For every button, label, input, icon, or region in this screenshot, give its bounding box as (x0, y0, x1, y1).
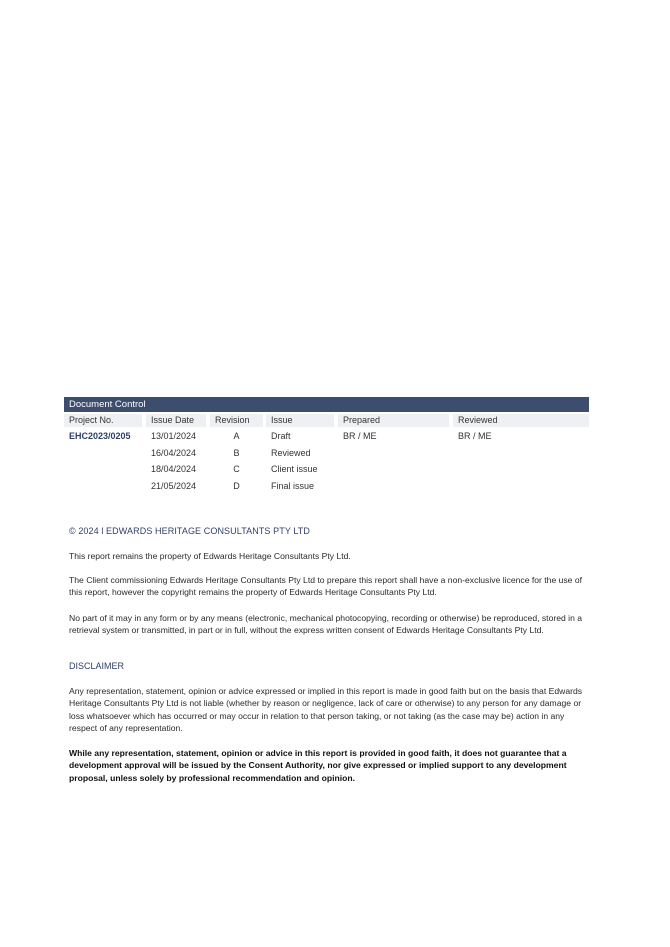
reviewed-by: BR / ME (458, 431, 492, 441)
col-prepared: Prepared (338, 414, 449, 427)
disclaimer-text-2: While any representation, statement, opinion or advice in this report is provided in good faith, it does not guarantee that a development approval will be issued by the Consent Authority, nor give expressed or implied support to any development proposal, unless solely by professional recommendation and opinion. (69, 748, 567, 783)
disclaimer-paragraph-2 (69, 747, 587, 784)
project-number: EHC2023/0205 (69, 431, 131, 441)
issue-date: 18/04/2024 (151, 464, 197, 474)
issue: Draft (271, 431, 291, 441)
copyright-paragraph-3 (69, 612, 587, 637)
copyright-heading-block (69, 525, 587, 537)
copyright-text-2: The Client commissioning Edwards Heritage Consultants Pty Ltd to prepare this report shall have a non-exclusive licence for the use of this report, however the copyright remains the property of Edwards Heritage Consultants Pty Ltd. (69, 575, 583, 598)
issue-date: 21/05/2024 (151, 481, 197, 491)
revision: B (233, 448, 240, 458)
disclaimer-heading-block (69, 660, 587, 672)
table-row (64, 446, 589, 460)
col-revision: Revision (210, 414, 263, 427)
revision: A (233, 431, 240, 441)
table-row (64, 479, 589, 493)
copyright-text-3: No part of it may in any form or by any means (electronic, mechanical photocopying, recording or otherwise) be reproduced, stored in a retrieval system or transmitted, in part or in full, without the express written consent of Edwards Heritage Consultants Pty Ltd. (69, 613, 583, 636)
document-control-column-headers (64, 414, 589, 427)
document-control-header: Document Control (64, 397, 589, 412)
issue: Final issue (271, 481, 315, 491)
issue: Reviewed (271, 448, 311, 458)
issue-date: 13/01/2024 (151, 431, 197, 441)
copyright-paragraph-1 (69, 550, 587, 562)
disclaimer-text-1: Any representation, statement, opinion or advice expressed or implied in this report is made in good faith but on the basis that Edwards Heritage Consultants Pty Ltd is not liable (whether by reason or negligence, lack of care or otherwise) to any person for any damage or loss whatsoever which has occurred or may occur in relation to that person taking, or not taking (as the case may be) action in any respect of any representation. (69, 686, 583, 733)
issue: Client issue (271, 464, 318, 474)
col-issue-date: Issue Date (146, 414, 206, 427)
prepared-by: BR / ME (343, 431, 377, 441)
disclaimer-paragraph-1 (69, 685, 587, 734)
disclaimer-heading: DISCLAIMER (69, 661, 125, 671)
revision: C (233, 464, 240, 474)
issue-date: 16/04/2024 (151, 448, 197, 458)
table-row (64, 429, 589, 443)
col-project-no: Project No. (64, 414, 142, 427)
copyright-paragraph-2 (69, 574, 587, 599)
copyright-text-1: This report remains the property of Edwards Heritage Consultants Pty Ltd. (69, 551, 351, 561)
col-issue: Issue (266, 414, 334, 427)
table-row (64, 462, 589, 476)
revision: D (233, 481, 240, 491)
col-reviewed: Reviewed (453, 414, 589, 427)
copyright-heading: © 2024 l EDWARDS HERITAGE CONSULTANTS PTY LTD (69, 526, 311, 536)
